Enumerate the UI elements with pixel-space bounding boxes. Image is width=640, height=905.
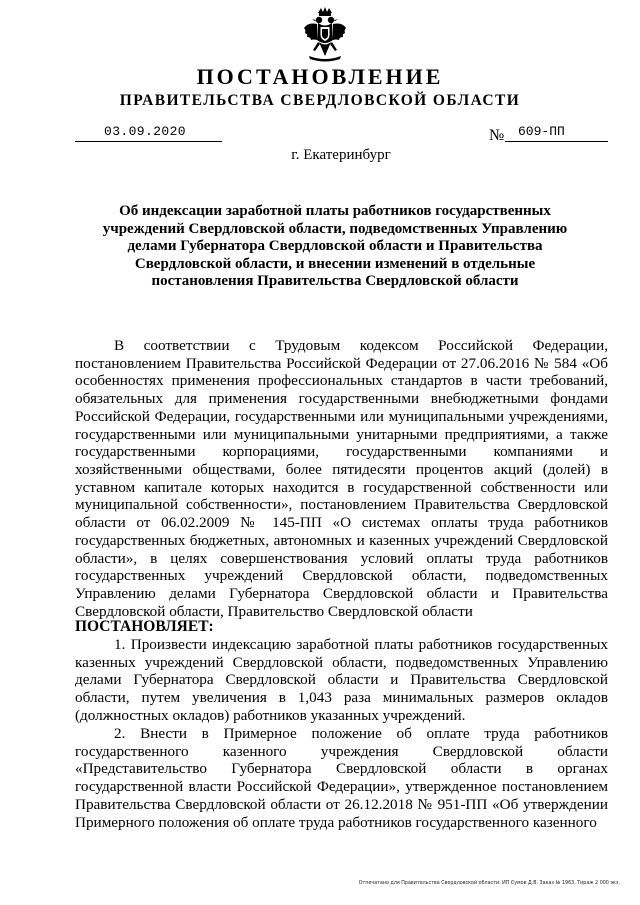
paragraph-item-1: 1. Произвести индексацию заработной платы работников государственных казенных учреждений Свердловской области, подведомственных Управлению делами Губернатора Свердловской области и Правительства Свердловской области, путем увеличения в 1,043 раза минимальных размеров окладов (должностных окладов) работников указанных учреждений. [75,636,608,724]
document-number: 609-ПП [518,124,565,139]
preamble-paragraph: В соответствии с Трудовым кодексом Российской Федерации, постановлением Правительства Российской Федерации от 27.06.2016 № 584 «Об особенностях применения профессиональных стандартов в части требований, обязательных для применения государственными внебюджетными фондами Российской Федерации, государственными или муниципальными учреждениями, государственными или муниципальными унитарными предприятиями, а также государственными корпорациями, государственными компаниями и хозяйственными обществами, более пятидесяти процентов акций (долей) в уставном капитале которых находится в государственной собственности или муниципальной собственности», постановлением Правительства Свердловской области от 06.02.2009 № 145-ПП «О системах оплаты труда работников государственных бюджетных, автономных и казенных учреждений Свердловской области», в целях совершенствования условий оплаты труда работников государственных учреждений Свердловской области, подведомственных Управлению делами Губернатора Свердловской области и Правительства Свердловской области, Правительство Свердловской области [75,337,608,620]
issuing-authority-title: ПРАВИТЕЛЬСТВА СВЕРДЛОВСКОЙ ОБЛАСТИ [119,92,521,109]
paragraph-item-2: 2. Внести в Примерное положение об оплате труда работников государственного казенного учреждения Свердловской области «Представительство Губернатора Свердловской области в органах государственной власти Российской Федерации», утвержденное постановлением Правительства Свердловской области от 26.12.2018 № 951-ПП «Об утверждении Примерного положения об оплате труда работников государственного казенного [75,725,608,831]
document-date: 03.09.2020 [104,124,187,139]
date-underline [75,141,222,142]
print-footer-note: Отпечатано для Правительства Свердловской области. ИП Сумов Д.В. Заказ № 1963. Тираж 2 000 экз. [358,881,620,886]
document-type-title: ПОСТАНОВЛЕНИЕ [196,64,444,89]
number-sign: № [489,127,505,144]
issue-city: г. Екатеринбург [291,147,391,163]
document-title: Об индексации заработной платы работников государственных учреждений Свердловской области, подведомственных Управлению делами Губернатора Свердловской области и Правительства Свердловской области, и внесении изменений в отдельные постановления Правительства Свердловской области [102,203,568,290]
number-underline [505,141,608,142]
coat-of-arms-eagle-icon [303,6,347,64]
decree-heading: ПОСТАНОВЛЯЕТ: [75,618,214,635]
